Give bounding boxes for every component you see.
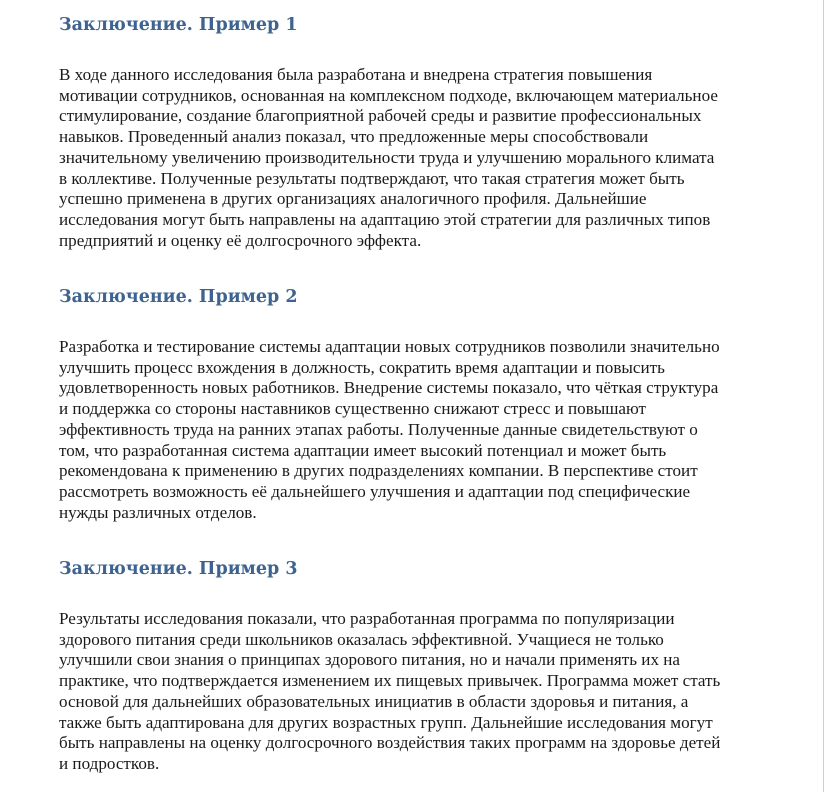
paragraph-line: улучшить процесс вхождения в должность, сократить время адаптации и повысить (59, 357, 665, 377)
section-paragraph (59, 65, 765, 251)
conclusion-section-1 (59, 14, 765, 251)
conclusion-section-2 (59, 286, 765, 523)
paragraph-line: значительному увеличению производительности труда и улучшению морального климата (59, 147, 715, 167)
paragraph-line: навыков. Проведенный анализ показал, что предложенные меры способствовали (59, 127, 649, 147)
paragraph-line: успешно применена в других организациях аналогичного профиля. Дальнейшие (59, 189, 647, 209)
paragraph-line: быть направлены на оценку долгосрочного воздействия таких программ на здоровье детей (59, 733, 721, 753)
paragraph-line: нужды различных отделов. (59, 502, 257, 522)
paragraph-line: Разработка и тестирование системы адаптации новых сотрудников позволили значительно (59, 337, 720, 356)
conclusion-section-3 (59, 558, 765, 775)
paragraph-line: рекомендована к применению в других подразделениях компании. В перспективе стоит (59, 461, 698, 481)
paragraph-line: улучшили свои знания о принципах здорового питания, но и начали применять их на (59, 650, 680, 670)
paragraph-line: и подростков. (59, 753, 160, 773)
paragraph-line: стимулирование, создание благоприятной рабочей среды и развитие профессиональных (59, 106, 702, 126)
section-heading: Заключение. Пример 1 (59, 15, 298, 35)
section-heading: Заключение. Пример 3 (59, 559, 298, 579)
paragraph-line: в коллективе. Полученные результаты подтверждают, что такая стратегия может быть (59, 168, 685, 188)
paragraph-line: предприятий и оценку её долгосрочного эффекта. (59, 230, 422, 250)
paragraph-line: исследования могут быть направлены на адаптацию этой стратегии для различных типов (59, 209, 711, 229)
section-paragraph (59, 337, 765, 523)
paragraph-line: удовлетворенность новых работников. Внедрение системы показало, что чёткая структура (59, 378, 719, 398)
paragraph-line: также быть адаптирована для других возрастных групп. Дальнейшие исследования могут (59, 712, 713, 732)
section-heading: Заключение. Пример 2 (59, 287, 298, 307)
paragraph-line: Результаты исследования показали, что разработанная программа по популяризации (59, 609, 675, 628)
paragraph-line: здорового питания среди школьников оказалась эффективной. Учащиеся не только (59, 629, 664, 649)
paragraph-line: основой для дальнейших образовательных инициатив в области здоровья и питания, а (59, 691, 689, 711)
paragraph-line: и поддержка со стороны наставников существенно снижают стресс и повышают (59, 399, 647, 419)
paragraph-line: В ходе данного исследования была разработана и внедрена стратегия повышения (59, 65, 653, 84)
paragraph-line: практике, что подтверждается изменением их пищевых привычек. Программа может стать (59, 671, 721, 691)
section-paragraph (59, 609, 765, 775)
paragraph-line: мотивации сотрудников, основанная на комплексном подходе, включающем материальное (59, 85, 718, 105)
paragraph-line: том, что разработанная система адаптации имеет высокий потенциал и может быть (59, 440, 667, 460)
paragraph-line: рассмотреть возможность её дальнейшего улучшения и адаптации под специфические (59, 481, 691, 501)
paragraph-line: эффективность труда на ранних этапах работы. Полученные данные свидетельствуют о (59, 419, 698, 439)
